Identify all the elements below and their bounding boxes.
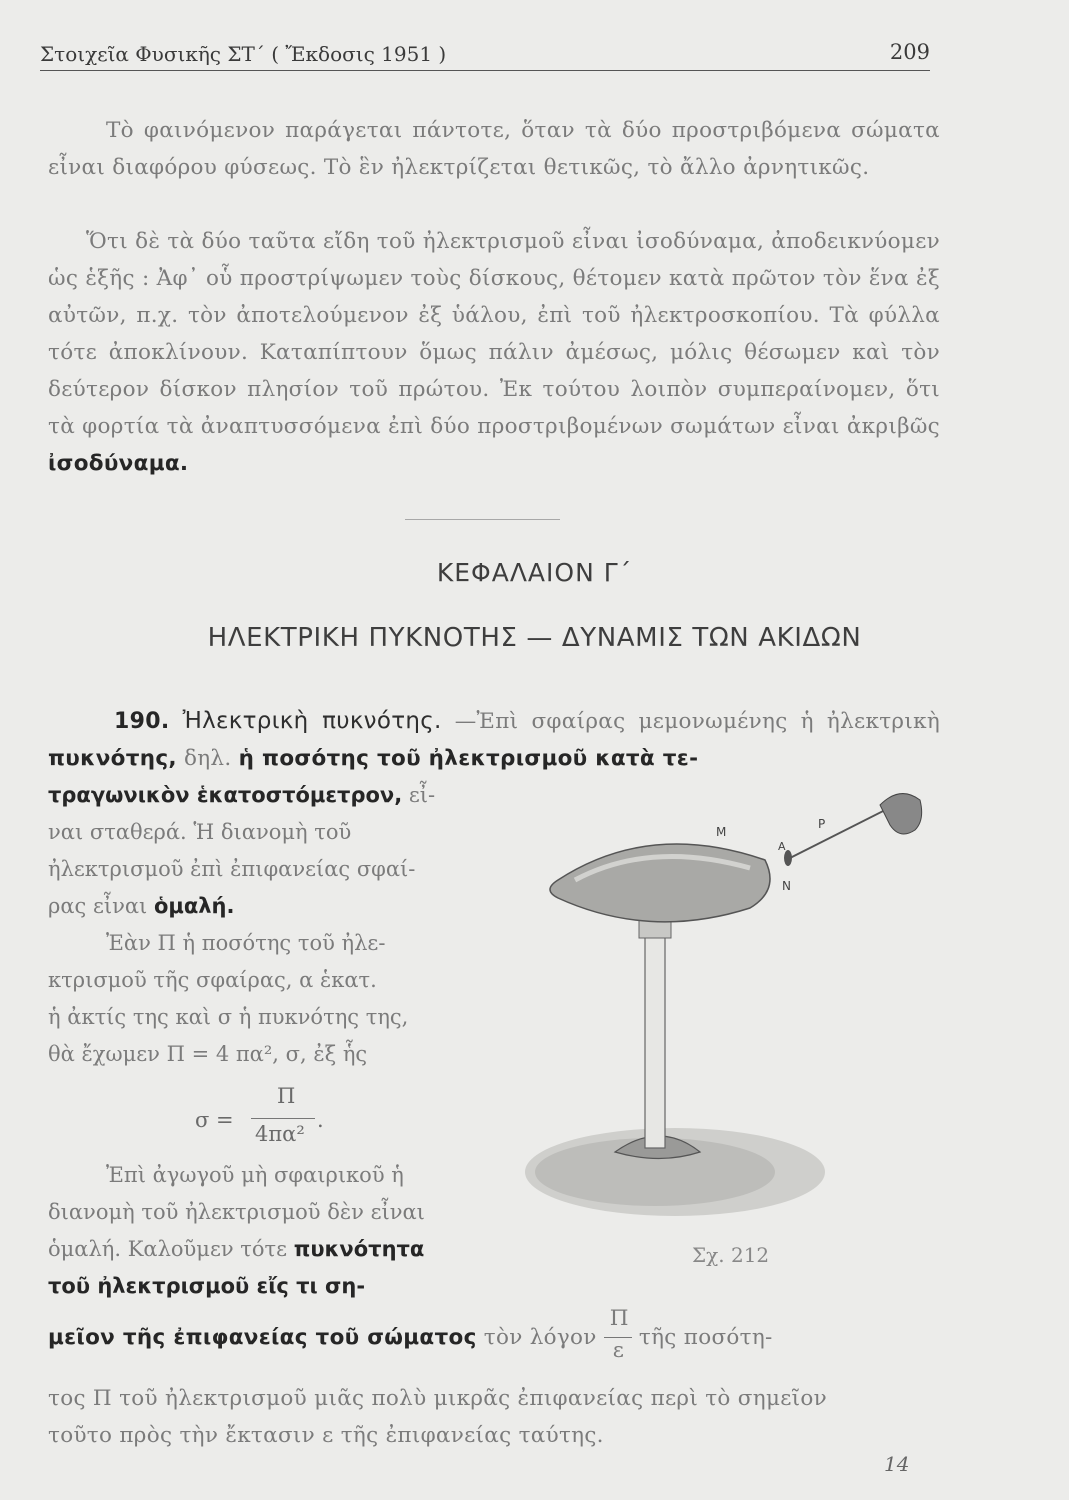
- column2-line-2: διανομὴ τοῦ ἠλεκτρισμοῦ δὲν εἶναι: [48, 1200, 425, 1224]
- figure-212: [520, 780, 950, 1220]
- formula-numerator: Π: [277, 1084, 296, 1108]
- intro-p2-text: Ὅτι δὲ τὰ δύο ταῦτα εἴδη τοῦ ἠλεκτρισμοῦ εἶναι ἰσοδύναμα, ἀποδεικνύομεν ὡς ἑξῆς : Ἀφ᾿ οὗ προστρίψωμεν τοὺς δίσκους, θέτομεν κατὰ πρῶτον τὸν ἕνα ἐξ αὐτῶν, π.χ. τὸν ἀποτελούμενον ἐξ ὑάλου, ἐπὶ τοῦ ἠλεκτροσκοπίου. Τὰ φύλλα τότε ἀποκλίνουν. Καταπίπτουν ὅμως πάλιν ἀμέσως, μόλις θέσωμεν καὶ τὸν δεύτερον δίσκον πλησίον τοῦ πρώτου. Ἐκ τούτου λοιπὸν συμπεραίνομεν, ὅτι τὰ φορτία τὰ ἀναπτυσσόμενα ἐπὶ δύο προστριβομένων σωμάτων εἶναι ἀκριβῶς: [48, 229, 940, 439]
- formula-period: .: [317, 1108, 324, 1132]
- chapter-label: ΚΕΦΑΛΑΙΟΝ Γ΄: [436, 558, 633, 587]
- column-line-4: ρας εἶναι: [48, 894, 148, 918]
- column-line-3: ἠλεκτρισμοῦ ἐπὶ ἐπιφανείας σφαί-: [48, 857, 416, 881]
- column2-line-3: ὁμαλή. Καλοῦμεν τότε: [48, 1237, 288, 1261]
- intro-paragraph-2: [48, 223, 940, 482]
- intro-p1-text: Τὸ φαινόμενον παράγεται πάντοτε, ὅταν τὰ δύο προστριβόμενα σώματα εἶναι διαφόρου φύσεως. Τὸ ἓν ἠλεκτρίζεται θετικῶς, τὸ ἄλλο ἀρνητικῶς.: [48, 118, 940, 180]
- uniform-bold: ὁμαλή.: [153, 894, 235, 918]
- stand-pole: [645, 930, 665, 1148]
- electroscope-illustration: [520, 780, 950, 1220]
- column-line-7: κτρισμοῦ τῆς σφαίρας, α ἑκατ.: [48, 968, 377, 992]
- section-lead-bold: πυκνότης,: [48, 746, 177, 771]
- section-heading: Ἠλεκτρικὴ πυκνότης.: [182, 708, 442, 734]
- closing-line-2: τος Π τοῦ ἠλεκτρισμοῦ μιᾶς πολὺ μικρᾶς ἐπιφανείας περὶ τὸ σημεῖον: [48, 1386, 828, 1411]
- column2-line-1: Ἐπὶ ἀγωγοῦ μὴ σφαιρικοῦ ἡ: [106, 1163, 404, 1187]
- closing-b: τῆς ποσότη-: [638, 1325, 773, 1350]
- closing-frac-den: ε: [612, 1338, 625, 1363]
- definition-bold-1: ἡ ποσότης τοῦ ἠλεκτρισμοῦ κατὰ τε-: [238, 746, 699, 771]
- density-formula: [195, 1084, 335, 1150]
- section-lead: —Ἐπὶ σφαίρας μεμονωμένης ἡ ἠλεκτρικὴ: [454, 709, 940, 734]
- closing-frac-num: Π: [609, 1306, 629, 1331]
- closing-fraction: [604, 1306, 632, 1363]
- page-number: 209: [889, 40, 930, 64]
- column-line-8: ἡ ἀκτίς της καὶ σ ἡ πυκνότης της,: [48, 1005, 409, 1029]
- chapter-title: ΗΛΕΚΤΡΙΚΗ ΠΥΚΝΟΤΗΣ — ΔΥΝΑΜΙΣ ΤΩΝ ΑΚΙΔΩΝ: [207, 623, 862, 653]
- section-divider: [405, 519, 560, 520]
- column-line-1: εἶ-: [408, 783, 436, 807]
- signature-folio: 14: [884, 1452, 910, 1476]
- left-column-text-2: [48, 1157, 498, 1305]
- left-column-text: [48, 777, 498, 1073]
- section-number: 190.: [114, 709, 170, 734]
- column2-line-4: τοῦ ἠλεκτρισμοῦ εἴς τι ση-: [48, 1274, 366, 1298]
- label-n: Ν: [782, 879, 791, 893]
- closing-line-1: [48, 1306, 940, 1363]
- label-p: Ρ: [818, 817, 826, 831]
- running-header: [40, 40, 930, 71]
- column-line-6: Ἐὰν Π ἡ ποσότης τοῦ ἠλε-: [106, 931, 386, 955]
- label-m: Μ: [716, 825, 727, 839]
- section-lead-2: δηλ.: [184, 746, 232, 771]
- formula-fraction-bar: [251, 1118, 315, 1119]
- intro-paragraph-1: [48, 112, 940, 186]
- figure-caption: Σχ. 212: [692, 1243, 770, 1267]
- intro-p2-bold: ἰσοδύναμα.: [48, 451, 189, 476]
- stand-collar: [639, 920, 671, 938]
- label-a: Α: [778, 840, 786, 853]
- column-line-9: θὰ ἔχωμεν Π = 4 πα², σ, ἐξ ἧς: [48, 1042, 368, 1066]
- formula-lhs: σ =: [195, 1108, 234, 1132]
- density-bold: πυκνότητα: [293, 1237, 425, 1261]
- definition-bold-2: τραγωνικὸν ἑκατοστόμετρον,: [48, 783, 403, 807]
- formula-denominator: 4πα²: [255, 1122, 305, 1146]
- closing-line-3: τοῦτο πρὸς τὴν ἔκτασιν ε τῆς ἐπιφανείας ταύτης.: [48, 1423, 604, 1448]
- proof-plane-handle: [880, 794, 922, 834]
- column-line-2: ναι σταθερά. Ἡ διανομὴ τοῦ: [48, 820, 352, 844]
- running-title: Στοιχεῖα Φυσικῆς ΣΤ΄ ( Ἔκδοσις 1951 ): [40, 42, 447, 66]
- closing-bold: μεῖον τῆς ἐπιφανείας τοῦ σώματος: [48, 1325, 477, 1350]
- closing-a: τὸν λόγον: [483, 1325, 597, 1350]
- section-190-opening: [48, 703, 940, 777]
